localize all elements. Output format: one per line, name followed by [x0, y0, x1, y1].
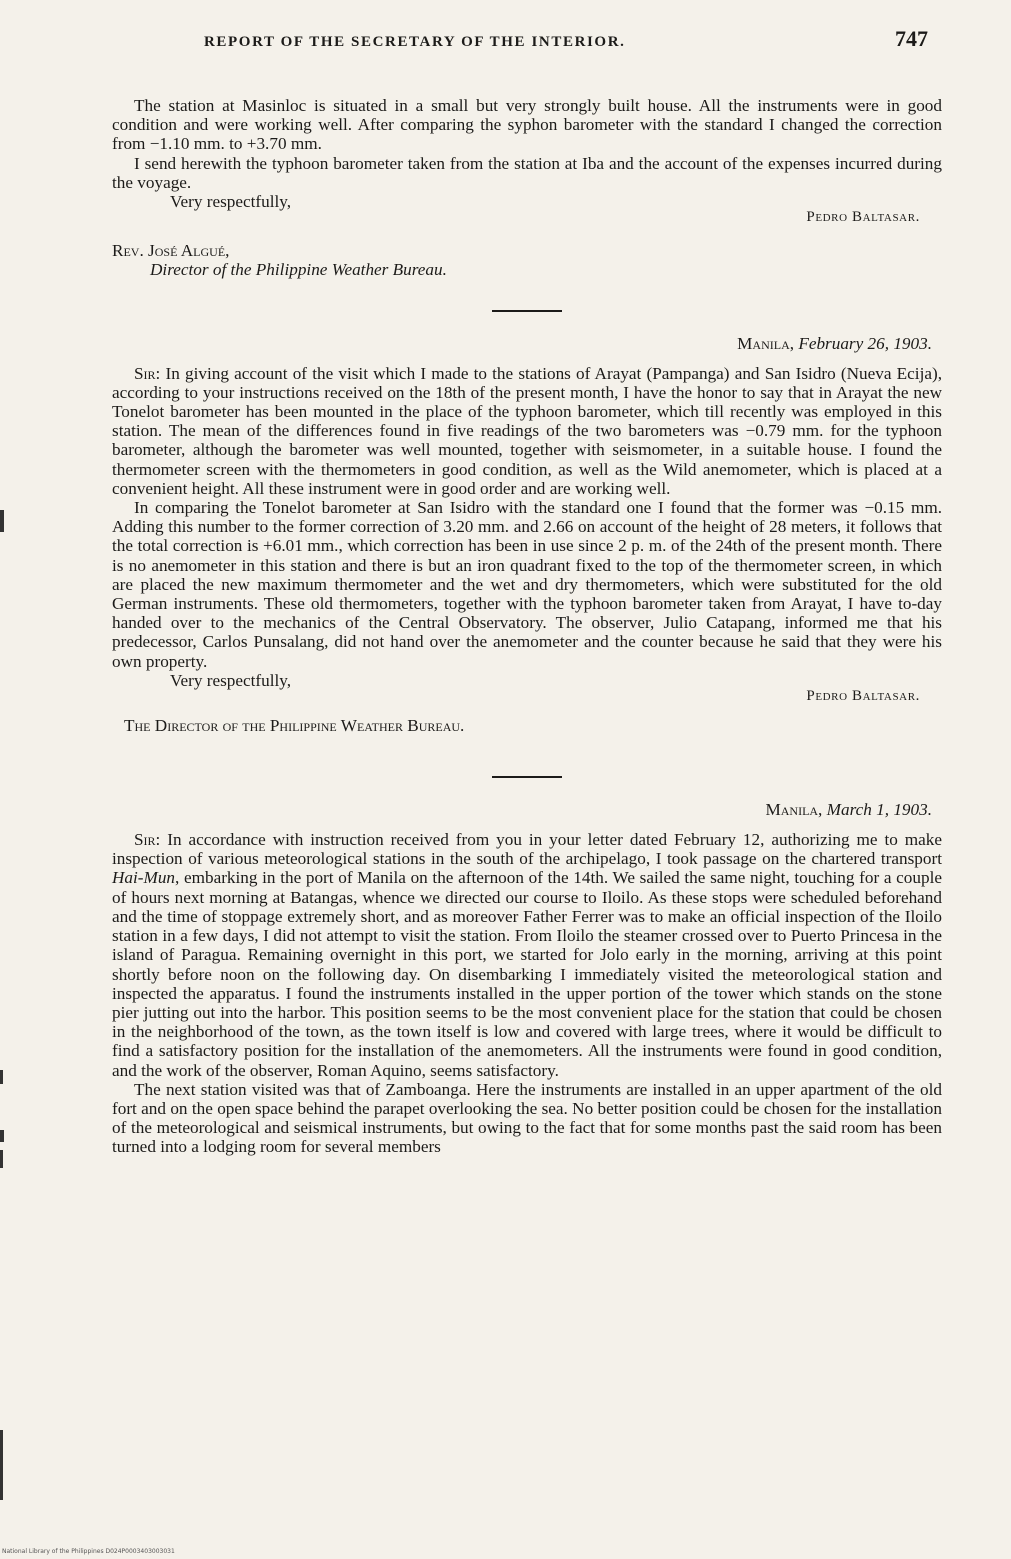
salutation: Sir: [134, 363, 161, 383]
salutation: Sir: [134, 830, 161, 850]
letter-2 [112, 334, 942, 736]
letter-3-paragraph-1-text-a: In accordance with instruction received from you in your letter dated February 12, authorizing me to make inspection of various meteorological stations in the south of the archipelago, I took passage on the chartered transport [112, 830, 942, 869]
page-number: 747 [895, 26, 928, 51]
letter-1-paragraph-1: The station at Masinloc is situated in a small but very strongly built house. All the instruments were in good condition and were working well. After comparing the syphon barometer with the standard I changed the correction from −1.10 mm. to +3.70 mm. [112, 96, 942, 154]
letter-2-paragraph-2: In comparing the Tonelot barometer at San Isidro with the standard one I found that the former was −0.15 mm. Adding this number to the former correction of 3.20 mm. and 2.66 on account of the height of 28 meters, it follows that the total correction is +6.01 mm., which correction has been in use since 2 p. m. of the 24th of the present month. There is no anemometer in this station and there is but an iron quadrant fixed to the top of the thermometer screen, in which are placed the new maximum thermometer and the wet and dry thermometers, which were substituted for the old German instruments. These old thermometers, together with the typhoon barometer taken from Arayat, I have to-day handed over to the mechanics of the Central Observatory. The observer, Julio Catapang, informed me that his predecessor, Carlos Punsalang, did not hand over the anemometer and the counter because he said that they were his own property. [112, 498, 942, 671]
page-header [112, 22, 942, 64]
letter-2-closing: Very respectfully, [170, 670, 292, 690]
page-content [112, 22, 942, 1157]
letter-3-paragraph-2: The next station visited was that of Zamboanga. Here the instruments are installed in an upper apartment of the old fort and on the open space behind the parapet overlooking the sea. No better position could be chosen for the installation of the meteorological and seismical instruments, but owing to the fact that for some months past the said room has been turned into a lodging room for several members [112, 1079, 942, 1157]
letter-1-paragraph-2: I send herewith the typhoon barometer taken from the station at Iba and the account of the expenses incurred during the voyage. [112, 153, 942, 192]
letter-2-signature: Pedro Baltasar. [806, 688, 920, 705]
dateline-date: March 1, 1903. [826, 800, 932, 820]
dateline-place: Manila, [765, 800, 823, 820]
letter-2-paragraph-1-text: In giving account of the visit which I made to the stations of Arayat (Pampanga) and San Isidro (Nueva Ecija), according to your instructions received on the 18th of the present month, I have the honor to say that in Arayat the new Tonelot barometer has been mounted in the place of the typhoon barometer, which till recently was employed in this station. The mean of the differences found in five readings of the two barometers was −0.79 mm. for the typhoon barometer, although the barometer was well mounted, together with seismometer, in a suitable house. I found the thermometer screen with the thermometers in good condition, as well as the Wild anemometer, which is placed at a convenient height. All these instrument were in good order and are working well. [112, 363, 942, 498]
letter-3-paragraph-1 [112, 830, 942, 1080]
ship-name: Hai-Mun [112, 868, 176, 888]
letter-1 [112, 96, 942, 280]
letter-2-addressee: The Director of the Philippine Weather Bureau. [124, 716, 465, 736]
letter-3-dateline [112, 800, 932, 820]
dateline-date: February 26, 1903. [798, 333, 932, 353]
letter-1-signature: Pedro Baltasar. [806, 209, 920, 226]
running-head: REPORT OF THE SECRETARY OF THE INTERIOR. [204, 34, 626, 50]
scan-footer: National Library of the Philippines D024P0003403003031 [2, 1548, 175, 1555]
addressee-name: Rev. José Algué, [112, 241, 230, 261]
letter-1-addressee [112, 241, 942, 260]
dateline-place: Manila, [737, 333, 795, 353]
letter-1-closing: Very respectfully, [170, 192, 292, 212]
letter-3-paragraph-1-text-b: , embarking in the port of Manila on the afternoon of the 14th. We sailed the same night, touching for a couple of hours next morning at Batangas, whence we directed our course to Iloilo. As these stops were scheduled beforehand and the time of stoppage extremely short, and as moreover Father Ferrer was to make an official inspection of the Iloilo station in a few days, I did not attempt to visit the station. From Iloilo the steamer crossed over to Puerto Princesa in the island of Paragua. Remaining overnight in this port, we started for Jolo early in the morning, arriving at this point shortly before noon on the following day. On disembarking I immediately visited the meteorological station and inspected the apparatus. I found the instruments installed in the upper portion of the tower which stands on the stone pier jutting out into the harbor. This position seems to be the most convenient place for the station that could be chosen in the neighborhood of the town, as the town itself is low and covered with large trees, where it would be difficult to find a satisfactory position for the installation of the anemometers. All the instruments were found in good condition, and the work of the observer, Roman Aquino, seems satisfactory. [112, 868, 942, 1080]
letter-2-paragraph-1 [112, 364, 942, 498]
letter-3 [112, 800, 942, 1156]
addressee-role: Director of the Philippine Weather Bureau. [150, 260, 447, 280]
letter-2-dateline [112, 334, 932, 354]
